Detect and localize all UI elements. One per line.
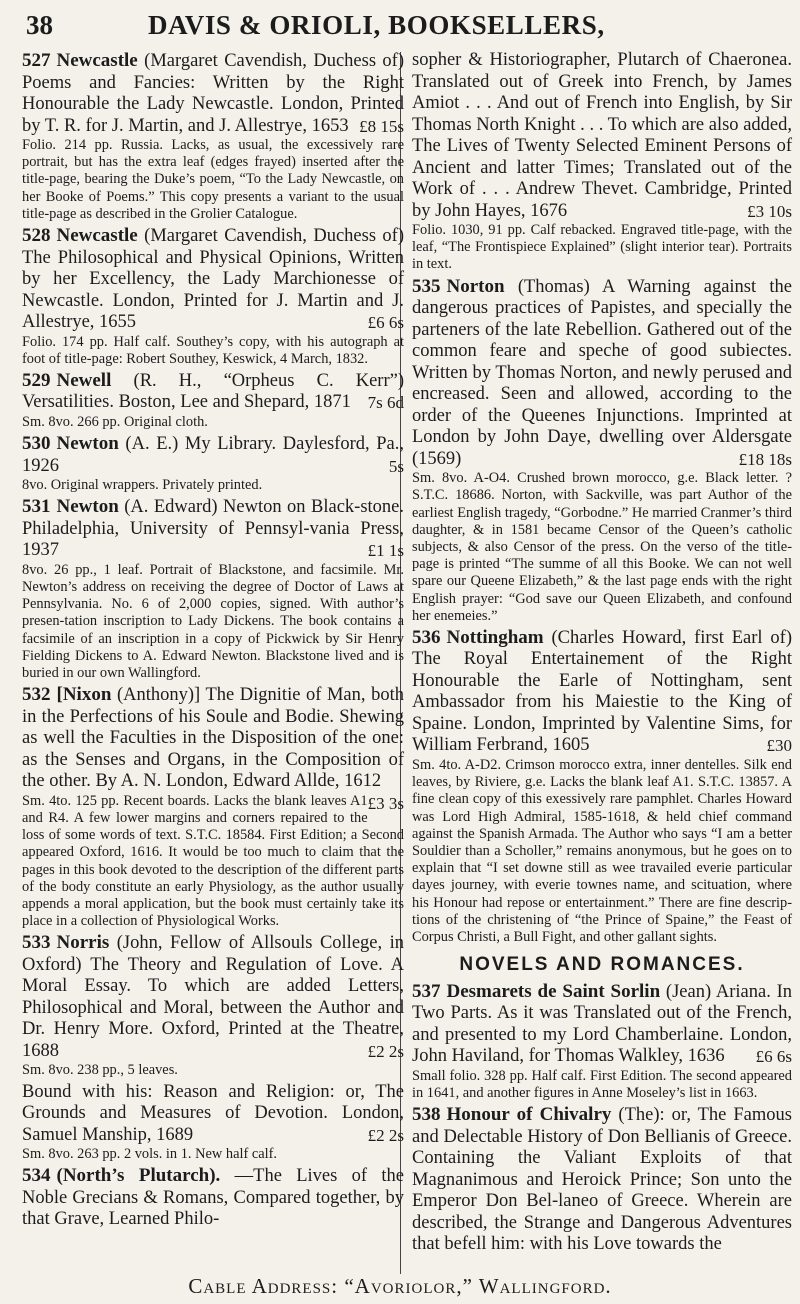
entry-description: Sm. 8vo. 266 pp. Original cloth. [22, 413, 208, 430]
entry-title [22, 50, 404, 137]
entry-heading: Nottingham [446, 626, 544, 648]
price: £3 3s [367, 793, 404, 813]
cable-address-footer: Cable Address: “Avoriolor,” Wallingford. [188, 1274, 612, 1298]
catalogue-entry [22, 50, 404, 223]
section-heading: NOVELS AND ROMANCES. [459, 954, 745, 976]
entry-description: Folio. 174 pp. Half calf. Southey’s copy, with his autograph at foot of title-page: Robert Southey, Keswick, 4 March, 1832. [22, 333, 404, 367]
lot-number: 527 [22, 50, 51, 71]
entry-description: 8vo. Original wrappers. Privately printed. [22, 477, 263, 494]
entry-text: (Margaret Cavendish, Duchess of) The Philosophical and Physical Opinions, Written by her Excellency, the Lady Marchionesse of Newcastle. London, Printed for J. Martin and J. Allestrye, 1655 [22, 226, 405, 333]
price: £2 2s [367, 1125, 404, 1145]
catalogue-entry [412, 276, 792, 625]
entry-description: Folio. 214 pp. Russia. Lacks, as usual, the excessively rare portrait, but has the extra leaf (edges frayed) inserted after the title-page, bearing the Duke’s poem, “To the Lady Newcastle, on her Booke of Poems.” This copy presents a variant to the usual title-page as described in the Grolier Catalogue. [22, 137, 404, 222]
entry-heading: (North’s Plutarch). [56, 1165, 221, 1187]
price: £18 18s [738, 449, 792, 469]
entry-text: (R. H., “Orpheus C. Kerr”) Versatilities. Boston, Lee and Shepard, 1871 [22, 370, 405, 413]
entry-text: Bound with his: Reason and Religion: or, The Grounds and Measures of Devotion. London, Samuel Manship, 1689 [22, 1081, 404, 1145]
entry-description: Small folio. 328 pp. Half calf. First Edition. The second appeared in 1641, and another figures in Anne Moseley’s list in 1663. [412, 1067, 792, 1101]
entry-text: (John, Fellow of Allsouls College, in Oxford) The Theory and Regulation of Love. A Moral Essay. To which are added Letters, Philosophical and Moral, between the Author and Dr. Henry More. Oxford, Printed at the Theatre, 1688 [22, 933, 405, 1061]
entry-text: sopher & Historiographer, Plutarch of Chaeronea. Translated out of Greek into French, by James Amiot . . . And out of French into English, by Sir Thomas North Knight . . . To which are also added, The Lives of Twenty Selected Eminent Persons of Ancient and latter Times; Translated out of the Work of . . . Andrew Thevet. Cambridge, Printed by John Hayes, 1676 [412, 50, 792, 221]
entry-title [412, 276, 792, 471]
lot-number: 536 [412, 626, 441, 648]
entry-text: (Jean) Ariana. In Two Parts. As it was Translated out of the French, and presented to my Lord Chamberlaine. London, John Haviland, for Thomas Walkley, 1636 [412, 981, 792, 1067]
price: 7s 6d [367, 393, 404, 413]
entry-text: (Margaret Cavendish, Duchess of) Poems and Fancies: Written by the Right Honourable the Lady Newcastle. London, Printed by T. R. for J. Martin, and J. Allestrye, 1653 [22, 51, 405, 136]
lot-number: 534 [22, 1165, 51, 1187]
entry-title [22, 932, 404, 1062]
entry-heading: Newton [56, 433, 119, 455]
entry-text: (The): or, The Famous and Delectable History of Don Bellianis of Greece. Containing the Valiant Exploits of that Magnanimous and Heroick Prince; Son unto the Emperor Don Bel-laneo of Greece. Wherein are described, the Strange and Dangerous Adventures that befell him: with his Love towards the [412, 1105, 792, 1255]
catalogue-entry [412, 981, 792, 1102]
catalogue-entry [412, 1104, 792, 1256]
lot-number: 532 [22, 684, 51, 706]
catalogue-entry [22, 1165, 404, 1231]
entry-description: Folio. 1030, 91 pp. Calf rebacked. Engraved title-page, with the leaf, “The Frontispiece Explained” (slight interior tear). Portraits in text. [412, 222, 792, 273]
entry-description: 8vo. 26 pp., 1 leaf. Portrait of Blackstone, and facsimile. Mr. Newton’s address on receiving the degree of Doctor of Laws at Pennsylvania. No. 6 of 2,000 copies, signed. With author’s presen-tation inscription to Lady Dickens. The book contains a facsimile of an inscription in a copy of Pickwick by Sir Henry Fielding Dickens to A. Edward Newton. Blackstone lived and is buried in our own Wallingford. [22, 561, 404, 682]
price: £6 6s [755, 1047, 792, 1067]
entry-title [22, 1165, 404, 1231]
entry-text: (Thomas) A Warning against the dangerous practices of Papistes, and specially the parteners of the late Rebellion. Gathered out of the common feare and speche of good subiectes. Written by Thomas Norton, and newly perused and encreased. Seen and allowed, according to the order of the Queenes Injunctions. Imprinted at London by John Daye, dwelling over Aldersgate (1569) [412, 276, 793, 469]
catalogue-entry [22, 225, 404, 368]
price: £2 2s [367, 1041, 404, 1061]
catalogue-entry [22, 370, 404, 431]
entry-title [412, 50, 792, 222]
lot-number: 537 [412, 980, 441, 1002]
entry-text: (A. Edward) Newton on Black-stone. Philadelphia, University of Pennsyl-vania Press, 1937 [22, 497, 404, 561]
catalogue-entry [22, 932, 404, 1079]
entry-heading: Newcastle [56, 225, 138, 247]
entry-heading: Newell [56, 369, 112, 391]
price: £8 15s [359, 116, 404, 136]
running-header [18, 10, 788, 46]
entry-title [22, 1082, 404, 1147]
entry-title [22, 370, 404, 414]
price: £6 6s [367, 313, 404, 333]
entry-title [22, 684, 404, 813]
running-head: DAVIS & ORIOLI, BOOKSELLERS, [148, 10, 605, 40]
lot-number: 528 [22, 225, 51, 247]
lot-number: 530 [22, 433, 51, 455]
entry-text: (Charles Howard, first Earl of) The Royal Entertainement of the Right Honourable the Earle of Nottingham, sent Ambassador from his Maiestie to the King of Spaine. London, Imprinted by Valentine Sims, for William Ferbrand, 1605 [412, 627, 792, 756]
entry-title [412, 981, 792, 1068]
entry-text: (Anthony)] The Dignitie of Man, both in the Perfections of his Soule and Bodie. Shewing as well the Faculties in the Disposition of the one: as the Senses and Organs, in the Composition of the other. By A. N. London, Edward Allde, 1612 [22, 685, 404, 792]
entry-title [412, 627, 792, 757]
catalogue-entry [412, 50, 792, 274]
entry-heading: Norris [56, 932, 110, 954]
entry-heading: Norton [446, 275, 505, 297]
entry-heading: Newcastle [56, 50, 138, 71]
entry-heading: Newton [56, 496, 119, 518]
right-column [412, 50, 792, 1258]
price: 5s [388, 456, 404, 476]
left-column [22, 50, 404, 1233]
lot-number: 529 [22, 369, 51, 391]
entry-title [22, 496, 404, 562]
entry-description: Sm. 4to. 125 pp. Recent boards. Lacks the blank leaves A1 and R4. A few lower margins and corners repaired to the loss of some words of text. S.T.C. 18584. First Edition; a Second appeared Oxford, 1616. It would be too much to claim that the pages in this book devoted to the description of the different parts of the body constitute an early Physiology, as the author usually appends a moral application, but the book must certainly take its place in a collection of Physiological Works. [22, 792, 404, 930]
entry-description: Sm. 8vo. A-O4. Crushed brown morocco, g.e. Black letter. ? S.T.C. 18686. Norton, with Sackville, was part Author of the earliest English tragedy, “Gorbodne.” He married Cranmer’s third daughter, & in 1581 became Censor of the Queen’s catholic subjects, & also Censor of the press. On the verso of the title-page is printed “The summe of all this Booke. We can not well spare our Queene Elizabeth,” & the last page ends with the right English prayer: “God save our Queen Elizabeth, and confound her enemeies.” [412, 470, 792, 624]
catalogue-entry [22, 496, 404, 682]
entry-title [22, 433, 404, 477]
entry-title [412, 1104, 792, 1256]
catalogue-entry [22, 1082, 404, 1164]
entry-text: (A. E.) My Library. Daylesford, Pa., 1926 [22, 434, 404, 476]
page-number: 38 [26, 10, 53, 40]
entry-title [22, 225, 404, 334]
lot-number: 538 [412, 1104, 441, 1126]
catalogue-entry [22, 433, 404, 494]
lot-number: 535 [412, 275, 441, 297]
catalogue-entry [22, 684, 404, 930]
entry-text: —The Lives of the Noble Grecians & Romans, Compared together, by that Grave, Learned Philo- [22, 1166, 405, 1230]
price: £3 10s [747, 201, 792, 221]
lot-number: 533 [22, 932, 51, 954]
lot-number: 531 [22, 496, 51, 518]
price: £1 1s [367, 541, 404, 561]
entry-heading: Honour of Chivalry [446, 1104, 612, 1126]
catalogue-entry [412, 627, 792, 946]
entry-description: Sm. 4to. A-D2. Crimson morocco extra, inner dentelles. Silk end leaves, by Riviere, g.e. Lacks the blank leaf A1. S.T.C. 13857. A fine clean copy of this exessively rare pamphlet. Charles Howard was Lord High Admiral, 1585-1618, & held chief command against the Spanish Armada. The Author who says “I am a better Souldier than a Scholler,” remains anonymous, but he goes on to explain that “I set downe still as wee travailed everie particular dayes journey, with everie townes name, and scituation, where his Honour had repose or entertainment.” There are fine descrip-tions of the christening of “the Prince of Spaine,” the Feast of Corpus Christi, a Bull Fight, and other gallant sights. [412, 756, 792, 945]
price: £30 [766, 736, 792, 756]
entry-description: Sm. 8vo. 238 pp., 5 leaves. [22, 1062, 178, 1079]
entry-heading: Desmarets de Saint Sorlin [446, 980, 661, 1002]
entry-description: Sm. 8vo. 263 pp. 2 vols. in 1. New half calf. [22, 1146, 278, 1163]
entry-heading: [Nixon [56, 684, 112, 706]
